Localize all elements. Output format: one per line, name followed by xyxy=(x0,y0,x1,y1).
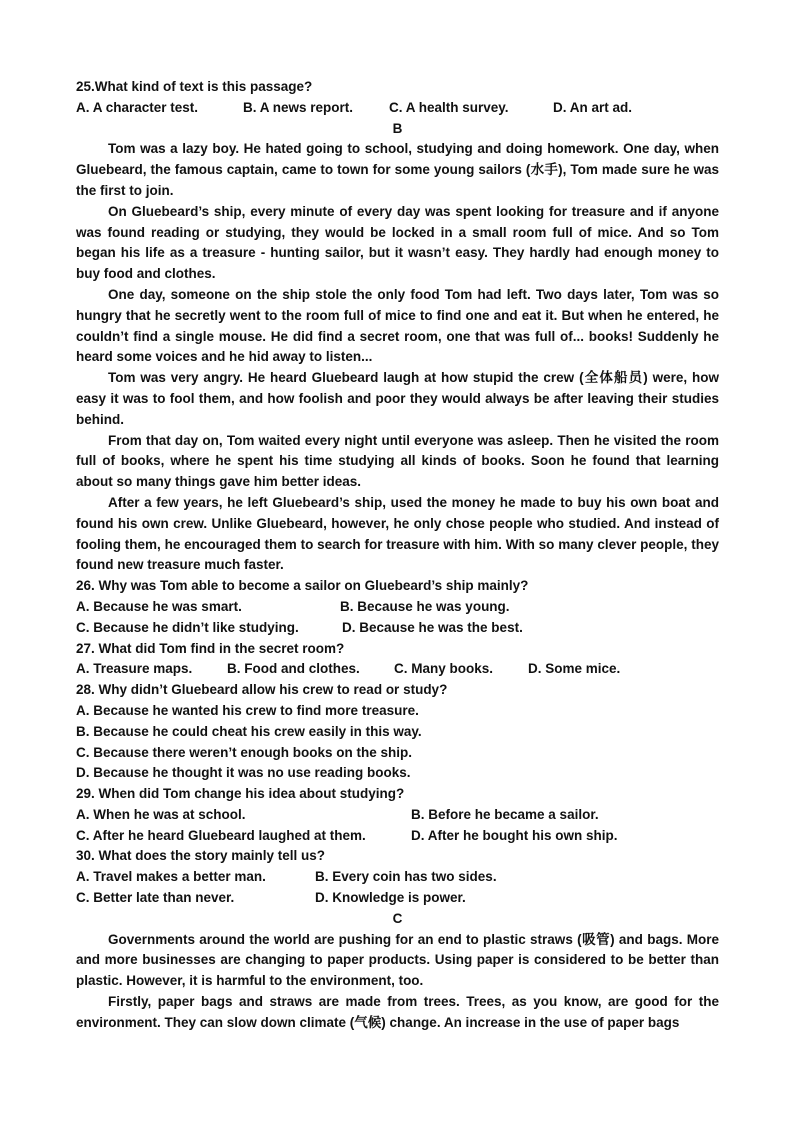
option-d: D. Because he was the best. xyxy=(342,619,523,635)
question-29 xyxy=(76,784,719,846)
option-b: B. A news report. xyxy=(243,99,354,115)
option-c: C. Many books. xyxy=(394,661,494,677)
option-b: B. Every coin has two sides. xyxy=(315,869,497,885)
options-row xyxy=(76,888,719,909)
option-a: A. Treasure maps. xyxy=(76,661,193,677)
option-b: B. Before he became a sailor. xyxy=(411,806,599,822)
section-b xyxy=(76,119,719,577)
passage-paragraph: Tom was very angry. He heard Gluebeard laugh at how stupid the crew (全体船员) were, how easy it was to fool them, and how foolish and poor they would always be after leaving their studies behind. xyxy=(76,370,719,427)
passage-paragraph: From that day on, Tom waited every night until everyone was asleep. Then he visited the room full of books, where he spent his time studying all kinds of books. Soon he found that learning about so many things gave him better ideas. xyxy=(76,432,719,490)
question-30 xyxy=(76,846,719,908)
option-a: A. Travel makes a better man. xyxy=(76,869,266,885)
options-row xyxy=(76,597,719,618)
option-b: B. Because he was young. xyxy=(340,598,510,614)
passage-paragraph: Firstly, paper bags and straws are made from trees. Trees, as you know, are good for the environment. They can slow down climate (气候) change. An increase in the use of paper bags xyxy=(76,994,719,1030)
options-row xyxy=(76,805,719,826)
option-a: A. When he was at school. xyxy=(76,806,246,822)
option-b: B. Food and clothes. xyxy=(227,661,360,677)
option-d: D. After he bought his own ship. xyxy=(411,827,618,843)
option-a: A. Because he wanted his crew to find more treasure. xyxy=(76,702,419,718)
question-28 xyxy=(76,680,719,784)
options-row xyxy=(76,867,719,888)
options-row xyxy=(76,618,719,639)
section-heading: B xyxy=(392,120,403,136)
question-text: 25.What kind of text is this passage? xyxy=(76,79,313,94)
passage-paragraph: Governments around the world are pushing for an end to plastic straws (吸管) and bags. More and more businesses are changing to paper products. Using paper is considered to be better than plastic. However, it is harmful to the environment, too. xyxy=(76,931,719,989)
section-heading: C xyxy=(392,910,403,926)
question-text: 26. Why was Tom able to become a sailor on Gluebeard’s ship mainly? xyxy=(76,578,529,594)
question-text: 28. Why didn’t Gluebeard allow his crew to read or study? xyxy=(76,682,448,698)
question-text: 29. When did Tom change his idea about studying? xyxy=(76,786,405,802)
option-c: C. After he heard Gluebeard laughed at them. xyxy=(76,827,366,843)
question-25 xyxy=(76,77,719,119)
option-a: A. A character test. xyxy=(76,99,199,115)
question-text: 27. What did Tom find in the secret room? xyxy=(76,640,345,656)
section-c xyxy=(76,909,719,1034)
option-c: C. Because he didn’t like studying. xyxy=(76,619,299,635)
option-d: D. Knowledge is power. xyxy=(315,890,466,906)
option-c: C. Better late than never. xyxy=(76,890,235,906)
passage-paragraph: One day, someone on the ship stole the only food Tom had left. Two days later, Tom was so hungry that he secretly went to the room full of mice to find one and eat it. But when he entered, he couldn’t find a single mouse. He did find a secret room, one that was full of... books! Suddenly he heard some voices and he hid away to listen... xyxy=(76,286,719,365)
question-text: 30. What does the story mainly tell us? xyxy=(76,848,326,864)
option-b: B. Because he could cheat his crew easily in this way. xyxy=(76,723,422,739)
option-d: D. Some mice. xyxy=(528,661,621,677)
question-26 xyxy=(76,576,719,638)
options-row xyxy=(76,826,719,847)
option-d: D. Because he thought it was no use reading books. xyxy=(76,765,411,781)
options-row xyxy=(76,98,719,119)
passage-paragraph: Tom was a lazy boy. He hated going to school, studying and doing homework. One day, when Gluebeard, the famous captain, came to town for some young sailors (水手), Tom made sure he was the first to join. xyxy=(76,141,719,198)
passage-paragraph: After a few years, he left Gluebeard’s ship, used the money he made to buy his own boat and found his own crew. Unlike Gluebeard, however, he only chose people who studied. And instead of fooling them, he encouraged them to search for treasure with him. With so many clever people, they found new treasure much faster. xyxy=(76,494,719,573)
option-c: C. Because there weren’t enough books on the ship. xyxy=(76,744,413,760)
exam-page xyxy=(76,77,719,1034)
options-row xyxy=(76,659,719,680)
question-27 xyxy=(76,639,719,681)
passage-paragraph: On Gluebeard’s ship, every minute of every day was spent looking for treasure and if anyone was found reading or studying, they would be locked in a small room full of mice. And so Tom began his life as a treasure - hunting sailor, but it wasn’t easy. They hardly had enough money to buy food and clothes. xyxy=(76,203,719,282)
option-a: A. Because he was smart. xyxy=(76,598,242,614)
option-d: D. An art ad. xyxy=(553,99,633,115)
option-c: C. A health survey. xyxy=(389,99,509,115)
